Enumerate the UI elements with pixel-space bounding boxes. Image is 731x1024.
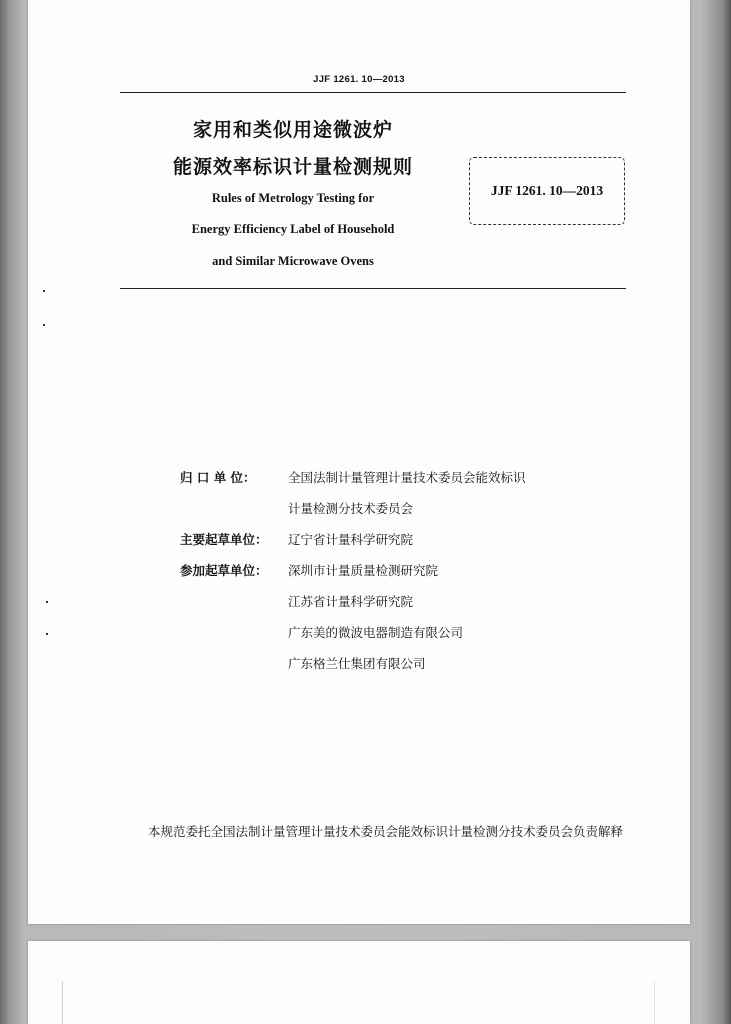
participants-label: 参加起草单位： <box>180 563 268 578</box>
title-chinese-line-2: 能源效率标识计量检测规则 <box>172 156 413 178</box>
page-edge-line <box>654 981 655 1024</box>
organization-list <box>180 462 526 679</box>
scan-speck <box>46 633 48 635</box>
org-row-participant <box>180 586 526 617</box>
scan-speck <box>43 324 45 326</box>
responsible-unit-value: 全国法制计量管理计量技术委员会能效标识 <box>288 470 526 485</box>
title-english-line-1: Rules of Metrology Testing for <box>211 191 375 205</box>
title-bottom-rule <box>120 288 626 289</box>
document-page <box>28 0 690 924</box>
participant-item: 广东美的微波电器制造有限公司 <box>288 625 464 640</box>
standard-code-box <box>469 157 625 225</box>
participant-item: 深圳市计量质量检测研究院 <box>288 563 439 578</box>
next-document-page <box>28 941 690 1024</box>
scan-speck <box>43 290 45 292</box>
header-rule <box>120 92 626 93</box>
title-english-line-2: Energy Efficiency Label of Household <box>191 222 395 236</box>
org-row-responsible-cont <box>180 493 526 524</box>
org-row-responsible <box>180 462 526 493</box>
interpretation-note: 本规范委托全国法制计量管理计量技术委员会能效标识计量检测分技术委员会负责解释 <box>148 824 624 839</box>
page-edge-line <box>62 981 63 1024</box>
responsible-unit-value-cont: 计量检测分技术委员会 <box>288 501 414 516</box>
title-english-line-3: and Similar Microwave Ovens <box>212 254 374 268</box>
org-row-participant <box>180 648 526 679</box>
org-row-main-drafter <box>180 524 526 555</box>
responsible-unit-label: 归 口 单 位： <box>180 470 256 485</box>
scan-speck <box>46 601 48 603</box>
org-row-participant <box>180 617 526 648</box>
main-drafter-value: 辽宁省计量科学研究院 <box>288 532 414 547</box>
org-row-participant <box>180 555 526 586</box>
participant-item: 江苏省计量科学研究院 <box>288 594 414 609</box>
main-drafter-label: 主要起草单位： <box>180 532 268 547</box>
title-chinese-line-1: 家用和类似用途微波炉 <box>192 119 393 141</box>
participant-item: 广东格兰仕集团有限公司 <box>288 656 426 671</box>
running-head: JJF 1261. 10—2013 <box>313 74 405 85</box>
standard-code: JJF 1261. 10—2013 <box>490 183 604 198</box>
